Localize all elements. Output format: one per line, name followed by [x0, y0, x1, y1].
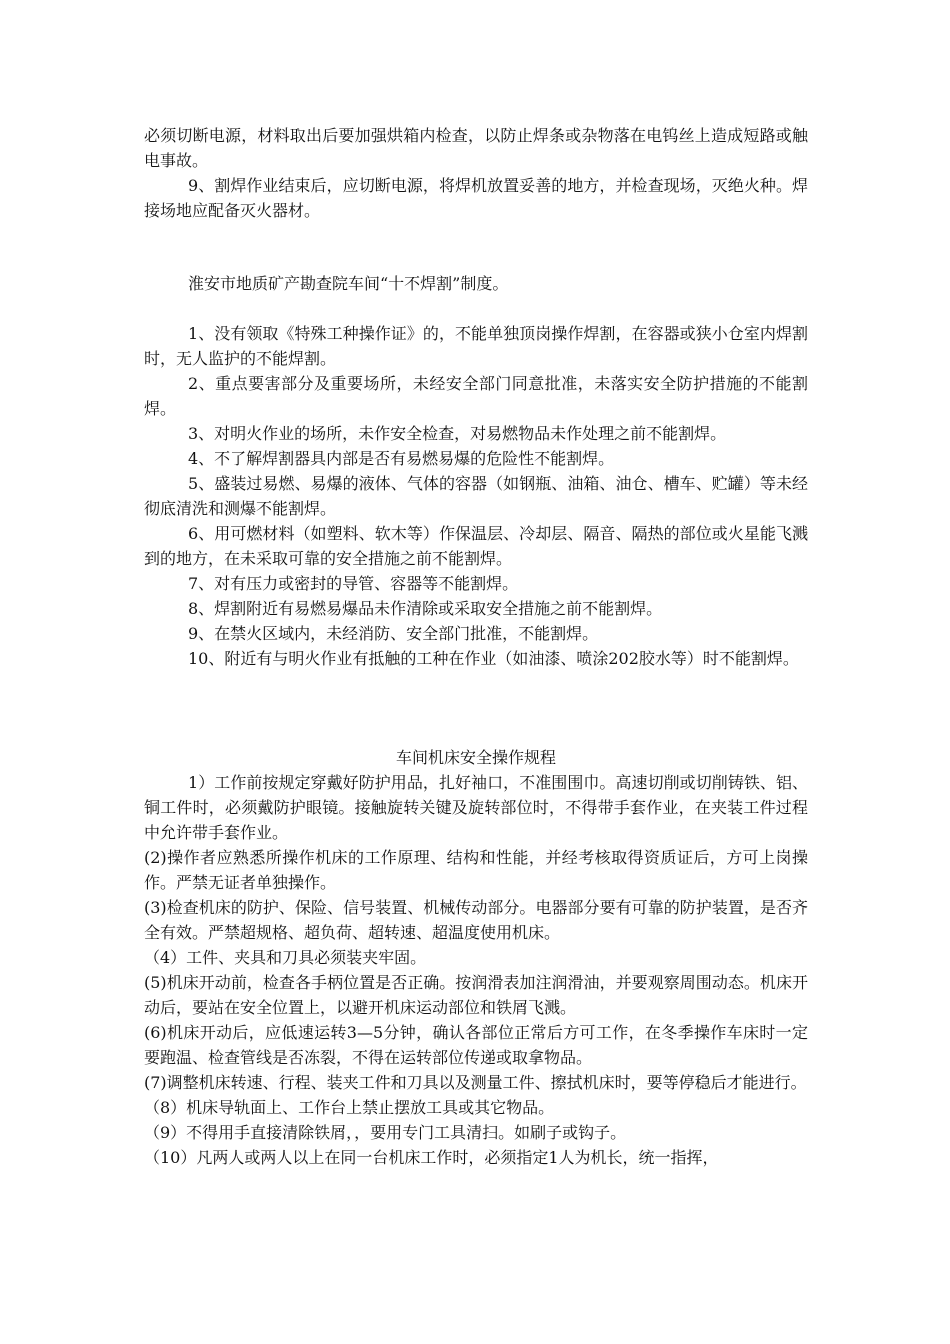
paragraph-intro-2: 9、割焊作业结束后，应切断电源，将焊机放置妥善的地方，并检查现场，灭绝火种。焊接场地应配备灭火器材。 [144, 176, 808, 220]
list-item: 5、盛装过易燃、易爆的液体、气体的容器（如钢瓶、油箱、油仓、槽车、贮罐）等未经彻底清洗和测爆不能割焊。 [144, 474, 808, 518]
list-item: 3、对明火作业的场所，未作安全检查，对易燃物品未作处理之前不能割焊。 [188, 424, 727, 443]
list-item: 2、重点要害部分及重要场所，未经安全部门同意批准，未落实安全防护措施的不能割焊。 [144, 374, 808, 418]
list-item: 9、在禁火区域内，未经消防、安全部门批准，不能割焊。 [188, 624, 599, 643]
spacer [144, 671, 808, 745]
spacer [144, 296, 808, 321]
list-item: 7、对有压力或密封的导管、容器等不能割焊。 [188, 574, 519, 593]
list-item: (6)机床开动后，应低速运转3—5分钟，确认各部位正常后方可工作，在冬季操作车床时一定要跑温、检查管线是否冻裂，不得在运转部位传递或取拿物品。 [144, 1023, 808, 1067]
list-item: (5)机床开动前，检查各手柄位置是否正确。按润滑表加注润滑油，并要观察周围动态。机床开动后，要站在安全位置上，以避开机床运动部位和铁屑飞溅。 [144, 973, 808, 1017]
spacer [144, 223, 808, 271]
list-item: (7)调整机床转速、行程、装夹工件和刀具以及测量工件、擦拭机床时，要等停稳后才能进行。 [144, 1073, 807, 1092]
list-item: （10）凡两人或两人以上在同一台机床工作时，必须指定1人为机长，统一指挥， [144, 1148, 719, 1167]
document-page [144, 123, 808, 1170]
list-item: 10、附近有与明火作业有抵触的工种在作业（如油漆、喷涂202胶水等）时不能割焊。 [188, 649, 799, 668]
paragraph-intro-1: 必须切断电源，材料取出后要加强烘箱内检查，以防止焊条或杂物落在电钨丝上造成短路或触电事故。 [144, 126, 808, 170]
list-item: (2)操作者应熟悉所操作机床的工作原理、结构和性能，并经考核取得资质证后，方可上岗操作。严禁无证者单独操作。 [144, 848, 808, 892]
list-item: （8）机床导轨面上、工作台上禁止摆放工具或其它物品。 [144, 1098, 555, 1117]
list-item: 4、不了解焊割器具内部是否有易燃易爆的危险性不能割焊。 [188, 449, 615, 468]
list-item: (3)检查机床的防护、保险、信号装置、机械传动部分。电器部分要有可靠的防护装置，是否齐全有效。严禁超规格、超负荷、超转速、超温度使用机床。 [144, 898, 808, 942]
section-title-welding: 淮安市地质矿产勘查院车间“十不焊割”制度。 [188, 274, 509, 293]
list-item: （9）不得用手直接清除铁屑，，要用专门工具清扫。如刷子或钩子。 [144, 1123, 627, 1142]
list-item: 1、没有领取《特殊工种操作证》的，不能单独顶岗操作焊割，在容器或狭小仓室内焊割时，无人监护的不能焊割。 [144, 324, 808, 368]
list-item: 1）工作前按规定穿戴好防护用品，扎好袖口，不准围围巾。高速切削或切削铸铁、铝、铜工件时，必须戴防护眼镜。接触旋转关键及旋转部位时，不得带手套作业，在夹装工件过程中允许带手套作业。 [144, 773, 808, 842]
list-item: 6、用可燃材料（如塑料、软木等）作保温层、冷却层、隔音、隔热的部位或火星能飞溅到的地方，在未采取可靠的安全措施之前不能割焊。 [144, 524, 808, 568]
list-item: （4）工件、夹具和刀具必须装夹牢固。 [144, 948, 427, 967]
section-title-machine: 车间机床安全操作规程 [395, 748, 556, 767]
list-item: 8、焊割附近有易燃易爆品未作清除或采取安全措施之前不能割焊。 [188, 599, 663, 618]
